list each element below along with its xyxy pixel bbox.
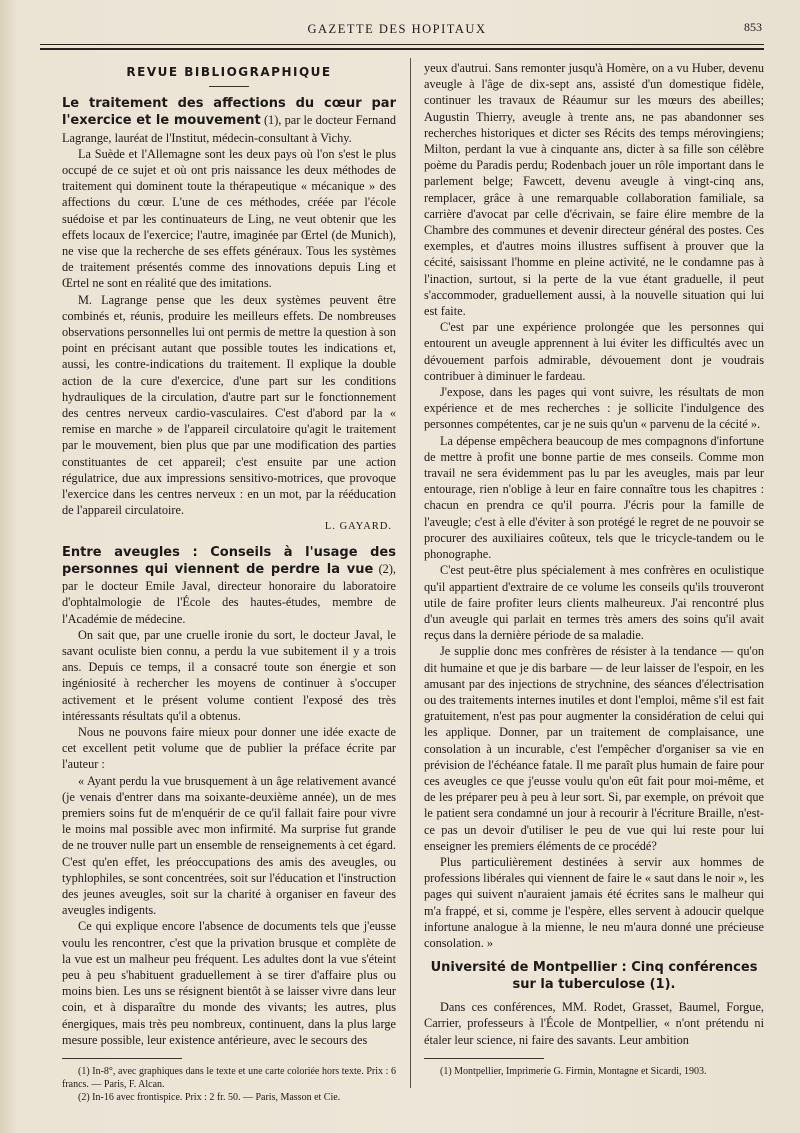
article-title	[424, 959, 764, 993]
section-title: REVUE BIBLIOGRAPHIQUE	[126, 65, 332, 79]
page-number: 853	[744, 20, 762, 34]
article-title: Entre aveugles : Conseils à l'usage des personnes qui viennent de perdre la vue	[62, 544, 396, 577]
paragraph: On sait que, par une cruelle ironie du sort, le docteur Javal, le savant oculiste bien connu, a perdu la vue subitement il y a trois ans. Depuis ce temps, il a consacré toute son énergie et son ingéniosité à rechercher les moyens de continuer à s'occuper activement et le présent volume contient l'exposé des très intéressants résultats qu'il a obtenus.	[62, 627, 396, 723]
column-divider	[410, 58, 411, 1088]
footnote: (1) Montpellier, Imprimerie G. Firmin, Montagne et Sicardi, 1903.	[440, 1065, 707, 1077]
paragraph: yeux d'autrui. Sans remonter jusqu'à Homère, on a vu Huber, devenu aveugle à l'âge de dix-sept ans, assisté d'un domestique fidèle, continuer les travaux de Réaumur sur les mœurs des abeilles; Augustin Thierry, aveugle à trente ans, ne pas abandonner ses recherches historiques et dicter ses Récits des temps mérovingiens; Milton, perdant la vue à cinquante ans, dicter à sa fille son célèbre poème du Paradis perdu; Rodenbach jouer un rôle important dans le parlement belge; Fawcett, devenu aveugle à vingt-cinq ans, remplacer, grâce à une remarquable collaboration familiale, sa carrière d'avocat par celle d'écrivain, se faire élire membre de la Chambre des communes et devenir directeur général des postes. Ces exemples, et d'autres moins illustres suffisent à prouver que la cécité, saisissant l'homme en pleine activité, ne le condamne pas à l'inaction, surtout, si la perte de la vue étant graduelle, il peut s'accommoder, graduellement aussi, à la nouvelle situation qui lui est faite.	[424, 61, 764, 319]
paragraph: Plus particulièrement destinées à servir aux hommes de professions libérales qui viennent de faire le « saut dans le noir », les pages qui suivent n'auraient jamais été écrites sans le malheur qui m'a frappé, et si, comme je l'espère, elles servent à adoucir quelque infortune analogue à la mienne, le neu m'aura donné une précieuse consolation. »	[424, 854, 764, 950]
article-byline: (1), par le docteur Fernand Lagrange, lauréat de l'Institut, médecin-consultant à Vichy.	[62, 113, 396, 145]
journal-title: GAZETTE DES HOPITAUX	[307, 22, 487, 36]
paragraph: J'expose, dans les pages qui vont suivre, les résultats de mon expérience et de mes recherches : je sollicite l'indulgence des personnes compétentes, car je ne suis qu'un « parvenu de la cécité ».	[424, 385, 764, 432]
header-rule-thick	[40, 48, 764, 50]
paragraph: La Suède et l'Allemagne sont les deux pays où l'on s'est le plus occupé de ce sujet et où ont pris naissance les deux méthodes de traitement qui dominent toute la thérapeutique « mécanique » des affections du cœur. L'une de ces méthodes, créée par l'école suédoise et par les continuateurs de Ling, ne veut obtenir que les effets locaux de l'exercice; l'autre, imaginée par Œrtel (de Munich), ne vise que la recherche de ses effets généraux. Tous les systèmes de traitement présentés comme des innovations depuis Ling et Œrtel ne sont en réalité que des imitations.	[62, 146, 396, 291]
right-column	[424, 60, 764, 1093]
header-rule-thin	[40, 44, 764, 45]
author-signature: L. GAYARD.	[324, 521, 392, 533]
paragraph: M. Lagrange pense que les deux systèmes peuvent être combinés et, réunis, produire les meilleurs effets. De nombreuses observations personnelles lui ont permis de mettre la question à son point en précisant autant que possible toutes les indications et, aussi, les contre-indications du traitement. Il explique la double action de la cure d'exercice, d'une part sur les conditions hydrauliques de la circulation, d'autre part sur le fonctionnement des centres nerveux cardio-vasculaires. C'est d'abord par la « remise en marche » de l'appareil circulatoire qu'agit le traitement par le mouvement, bien plus que par une modification des parties constituantes de cet appareil; c'est ensuite par une action régulatrice, due aux impressions sensitivo-motrices, que provoque l'exercice dans les centres nerveux : en un mot, par la rééducation de l'appareil circulatoire.	[62, 292, 396, 518]
paragraph: Ce qui explique encore l'absence de documents tels que j'eusse voulu les rencontrer, c'est que la privation brusque et complète de la vue est un malheur peu fréquent. Les adultes dont la vue s'éteint peu à peu s'habituent graduellement à se tirer d'affaire plus ou moins bien. Les uns se résignent bientôt à se laisser vivre dans leur coin, et à disparaître du monde des vivants; les autres, plus énergiques, mais très peu nombreux, continuent, dans la plus large mesure possible, leur existence antérieure, avec le secours des	[62, 919, 396, 1047]
paragraph: C'est peut-être plus spécialement à mes confrères en oculistique qu'il appartient d'extraire de ce volume les conseils qu'ils trouveront utile de faire profiter leurs clients malheureux. J'ai rencontré plus d'un aveugle qui parlait en termes très amers des soins qu'il avait reçus dans la dernière période de sa maladie.	[424, 563, 764, 643]
paragraph: Nous ne pouvons faire mieux pour donner une idée exacte de cet excellent petit volume que de publier la préface écrite par l'auteur :	[62, 724, 396, 772]
paragraph: Dans ces conférences, MM. Rodet, Grasset, Baumel, Forgue, Carrier, professeurs à l'École de Montpellier, « n'ont prétendu ni étaler leur science, ni faire des savants. Leur ambition	[424, 1000, 764, 1047]
article-title: Le traitement des affections du cœur par l'exercice et le mouvement	[62, 96, 396, 129]
footnote: (1) In-8°, avec graphiques dans le texte et une carte coloriée hors texte. Prix : 6 francs. — Paris, F. Alcan.	[62, 1065, 396, 1090]
footnote-rule	[424, 1058, 544, 1059]
article-title-line: sur la tuberculose (1).	[512, 977, 676, 993]
left-column	[62, 60, 396, 1103]
section-rule	[209, 86, 249, 87]
article-heading	[62, 544, 396, 627]
footnote-rule	[62, 1058, 182, 1059]
paragraph: Je supplie donc mes confrères de résister à la tendance — qu'on dit humaine et que je dis barbare — de leur laisser de l'espoir, en les amusant par des injections de strychnine, des séances d'électrisation ou des traitements internes inutiles et dont l'emploi, même s'il est fait gratuitement, n'est pas pour augmenter la considération de celui qui les applique. Donner, par un traitement de complaisance, une consolation à un incurable, c'est l'empêcher d'organiser sa vie en prévision de l'échéance fatale. Il me paraît plus humain de faire pour ces aveugles ce que j'eusse voulu qu'on eût fait pour moi-même, et de les préparer peu à peu à leur sort. Si, par exemple, on prévoit que le patient sera condamné un jour à recourir à l'écriture Braille, n'est-ce pas un devoir d'utiliser le peu de vue qui lui reste pour lui enseigner les premiers éléments de ce procédé?	[424, 644, 764, 853]
paragraph: C'est par une expérience prolongée que les personnes qui entourent un aveugle apprennent à lui éviter les difficultés avec un dévouement parfois admirable, dévouement dont je voudrais contribuer à diminuer le fardeau.	[424, 320, 764, 383]
paragraph: « Ayant perdu la vue brusquement à un âge relativement avancé (je venais d'entrer dans ma soixante-deuxième année), un de mes premiers soins fut de m'enquérir de ce qu'il fallait faire pour vivre le moins mal possible avec mon infirmité. Ma surprise fut grande de ne trouver nulle part un ensemble de renseignements à cet égard. C'est qu'en effet, les préoccupations des amis des aveugles, ou typhlophiles, se sont concentrées, soit sur l'éducation et l'instruction des jeunes aveugles, soit sur la charité à organiser en faveur des aveugles indigents.	[62, 773, 396, 918]
article-heading	[62, 95, 396, 146]
footnote: (2) In-16 avec frontispice. Prix : 2 fr. 50. — Paris, Masson et Cie.	[78, 1091, 341, 1103]
article-title-line: Université de Montpellier : Cinq conférences	[430, 960, 758, 976]
page-header	[30, 14, 764, 48]
paragraph: La dépense empêchera beaucoup de mes compagnons d'infortune de mettre à profit une bonne partie de mes conseils. Comme mon travail ne sera évidemment pas lu par les aveugles, mais par leur entourage, rien n'oblige à leur en faire connaître tous les chapitres : chacun en prendra ce qu'il pourra. J'écris pour la famille de l'aveugle; c'est à elle d'éviter à son protégé le regret de ne pouvoir se procurer des auxiliaires coûteux, tels que le tricycle-tandem ou le phonographe.	[424, 433, 764, 562]
article-byline: (2), par le docteur Emile Javal, directeur honoraire du laboratoire d'ophtalmologie de l'École des hautes-études, membre de l'Académie de médecine.	[62, 561, 396, 626]
